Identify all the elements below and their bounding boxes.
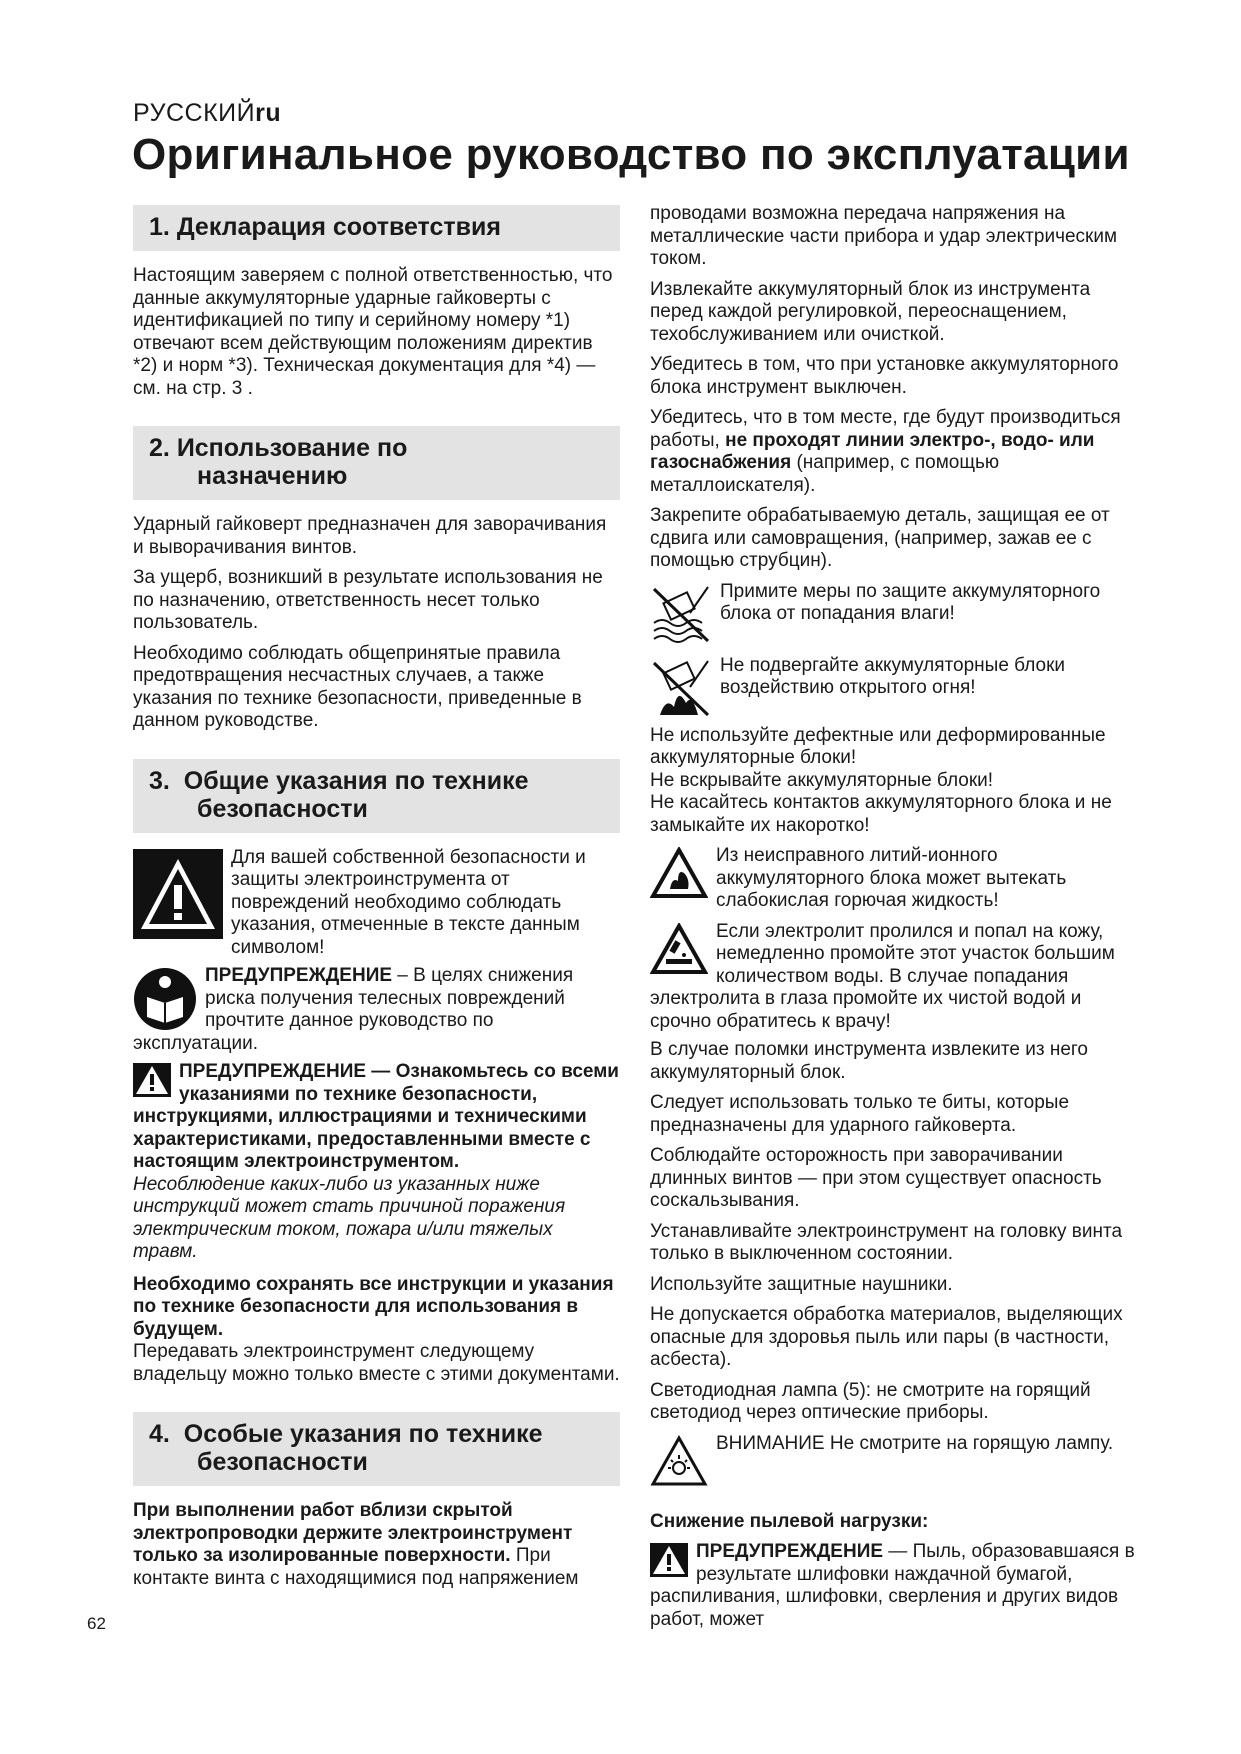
lamp-block: ВНИМАНИЕ Не смотрите на горящую лампу.	[650, 1433, 1145, 1487]
install-off-text: Устанавливайте электроинструмент на головку винта только в выключенном состоянии.	[650, 1220, 1123, 1264]
section-3-heading: 3. Общие указания по технике безопасности	[133, 759, 620, 833]
left-column	[133, 205, 620, 1598]
read-manual-icon	[133, 967, 197, 1031]
page-title: Оригинальное руководство по эксплуатации	[132, 130, 1130, 179]
clamp-workpiece-text: Закрепите обрабатываемую деталь, защищая ее от сдвига или самовращения, (например, зажав ее с помощью струбцин).	[650, 505, 1110, 571]
section-2-heading: 2. Использование по назначению	[133, 426, 620, 500]
contact-continued-text: проводами возможна передача напряжения на металлические части прибора и удар электрическим током.	[650, 203, 1118, 269]
usage-text-2: За ущерб, возникший в результате использования не по назначению, ответственность несет только пользователь.	[133, 567, 603, 633]
asbestos-text: Не допускается обработка материалов, выделяющих опасные для здоровья пыль или пары (в частности, асбеста).	[650, 1304, 1123, 1370]
warning-small-icon	[650, 1543, 688, 1577]
right-column	[650, 203, 1145, 1637]
no-fire-icon	[650, 657, 712, 719]
warning-all-instructions-block: ПРЕДУПРЕЖДЕНИЕ — Ознакомьтесь со всеми указаниями по технике безопасности, инструкциями, иллюстрациями и техническими характеристиками, предоставленными вместе с настоящим электроинструментом. Несоблюдение каких-либо из указанных ниже инструкций может стать причиной поражения электрическим током, пожара и/или тяжелых травм.	[133, 1061, 619, 1262]
hidden-wiring-text: При выполнении работ вблизи скрытой электропроводки держите электроинструмент только за изолированные поверхности. При контакте винта с находящимися под напряжением	[133, 1500, 579, 1589]
warning-triangle-icon	[133, 849, 223, 939]
do-not-short-text: Не касайтесь контактов аккумуляторного блока и не замыкайте их накоротко!	[650, 792, 1112, 836]
warning-small-icon	[133, 1063, 171, 1097]
bits-text: Следует использовать только те биты, которые предназначены для ударного гайковерта.	[650, 1092, 1070, 1136]
read-manual-block: ПРЕДУПРЕЖДЕНИЕ – В целях снижения риска получения телесных повреждений прочтите данное руководство по эксплуатации.	[133, 965, 574, 1054]
flammable-triangle-icon	[650, 847, 708, 899]
usage-text-1: Ударный гайковерт предназначен для заворачивания и выворачивания винтов.	[133, 514, 607, 558]
section-1-heading: 1. Декларация соответствия	[133, 205, 620, 251]
electrolyte-block: Если электролит пролился и попал на кожу, немедленно промойте этот участок большим количеством воды. В случае попадания электролита в глаза промойте их чистой водой и срочно обратитесь к врачу!	[650, 920, 1115, 1032]
switch-off-text: Убедитесь в том, что при установке аккумуляторного блока инструмент выключен.	[650, 354, 1119, 398]
do-not-open-text: Не вскрывайте аккумуляторные блоки!	[650, 769, 994, 791]
defect-battery-text: Не используйте дефектные или деформированные аккумуляторные блоки!	[650, 724, 1106, 768]
dust-heading: Снижение пылевой нагрузки:	[650, 1510, 929, 1532]
keep-instructions-text: Необходимо сохранять все инструкции и указания по технике безопасности для использования в будущем. Передавать электроинструмент следующему владельцу можно только вместе с этими документами.	[133, 1273, 620, 1385]
fire-block: Не подвергайте аккумуляторные блоки воздействию открытого огня!	[650, 655, 1145, 719]
section-4-heading: 4. Особые указания по технике безопасности	[133, 1412, 620, 1486]
led-text: Светодиодная лампа (5): не смотрите на горящий светодиод через оптические приборы.	[650, 1379, 1091, 1423]
remove-battery-text: Извлекайте аккумуляторный блок из инструмента перед каждой регулировкой, переоснащением, техобслуживанием или очисткой.	[650, 278, 1091, 345]
dust-warning-block: ПРЕДУПРЕЖДЕНИЕ — Пыль, образовавшаяся в результате шлифовки наждачной бумагой, распиливания, шлифовки, сверления и других видов работ, может	[650, 1541, 1135, 1630]
moisture-block: Примите меры по защите аккумуляторного блока от попадания влаги!	[650, 581, 1145, 645]
ear-protection-text: Используйте защитные наушники.	[650, 1273, 953, 1295]
utility-lines-text: Убедитесь, что в том месте, где будут производиться работы, не проходят линии электро-, водо- или газоснабжения (например, с помощью металлоискателя).	[650, 407, 1121, 496]
warning-symbol-block: Для вашей собственной безопасности и защиты электроинструмента от повреждений необходимо соблюдать указания, отмеченные в тексте данным символом!	[133, 847, 620, 960]
long-screws-text: Соблюдайте осторожность при заворачивании длинных винтов — при этом существует опасность соскальзывания.	[650, 1145, 1102, 1211]
flammable-block: Из неисправного литий-ионного аккумуляторного блока может вытекать слабокислая горючая жидкость!	[650, 845, 1145, 913]
declaration-text: Настоящим заверяем с полной ответственностью, что данные аккумуляторные ударные гайковерты с идентификацией по типу и серийному номеру *1) отвечают всем действующим положениям директив *2) и норм *3). Техническая документация для *4) — см. на стр. 3 .	[133, 265, 613, 399]
breakdown-text: В случае поломки инструмента извлеките из него аккумуляторный блок.	[650, 1039, 1088, 1083]
language-label: РУССКИЙru	[133, 99, 282, 127]
corrosive-triangle-icon	[650, 923, 708, 975]
lamp-triangle-icon	[650, 1435, 708, 1487]
page-number: 62	[87, 1614, 106, 1633]
usage-text-3: Необходимо соблюдать общепринятые правила предотвращения несчастных случаев, а также указания по технике безопасности, приведенные в данном руководстве.	[133, 642, 582, 731]
no-moisture-icon	[650, 583, 712, 645]
